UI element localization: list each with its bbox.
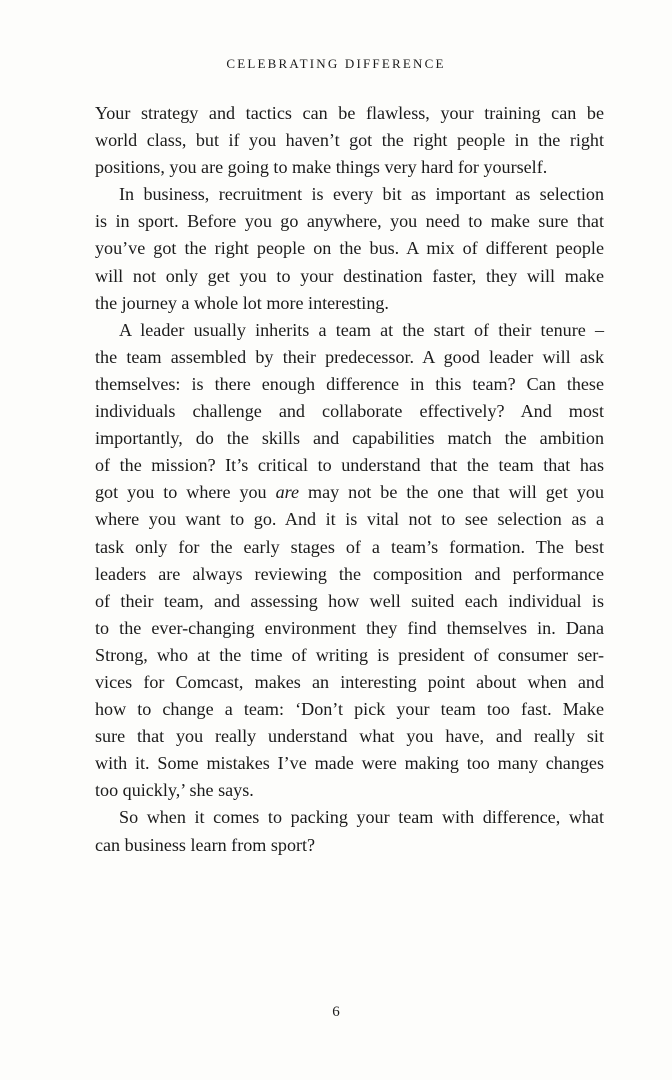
paragraph-2 xyxy=(95,181,604,316)
text-line: In business, recruitment is every bit as important as selection xyxy=(119,184,604,205)
text-line: Your strategy and tactics can be flawless, your training can be xyxy=(95,103,604,123)
text-line: positions, you are going to make things very hard for yourself. xyxy=(95,157,548,178)
text-line: So when it comes to packing your team with difference, what xyxy=(119,807,604,828)
body-text xyxy=(95,100,604,859)
running-head: CELEBRATING DIFFERENCE xyxy=(226,56,446,71)
paragraph-1 xyxy=(95,100,604,181)
text-run: may not be the one that will get you xyxy=(299,482,604,503)
text-line: to the ever-changing environment they find themselves in. Dana xyxy=(95,617,604,638)
text-line: you’ve got the right people on the bus. A mix of different people xyxy=(95,238,604,259)
text-line: themselves: is there enough difference in this team? Can these xyxy=(95,373,604,394)
text-line: individuals challenge and collaborate effectively? And most xyxy=(95,401,604,422)
paragraph-4 xyxy=(95,804,604,858)
text-line: too quickly,’ she says. xyxy=(95,780,254,801)
text-line: of their team, and assessing how well suited each individual is xyxy=(95,590,604,611)
paragraph-3 xyxy=(95,317,604,805)
text-line: task only for the early stages of a team’s formation. The best xyxy=(95,536,604,557)
text-line: vices for Comcast, makes an interesting point about when and xyxy=(95,671,604,692)
page-number: 6 xyxy=(332,1004,340,1020)
text-line: sure that you really understand what you have, and really sit xyxy=(95,726,604,747)
text-line: how to change a team: ‘Don’t pick your team too fast. Make xyxy=(95,699,604,720)
text-line: A leader usually inherits a team at the start of their tenure – xyxy=(119,319,604,340)
text-line: the team assembled by their predecessor. A good leader will ask xyxy=(95,346,604,367)
text-line: can business learn from sport? xyxy=(95,834,316,855)
text-line: world class, but if you haven’t got the right people in the right xyxy=(95,130,604,151)
text-line: leaders are always reviewing the composition and performance xyxy=(95,563,604,584)
text-line: where you want to go. And it is vital not to see selection as a xyxy=(95,509,604,530)
text-line xyxy=(95,479,604,506)
text-line: Strong, who at the time of writing is president of consumer ser- xyxy=(95,644,604,665)
emphasis-text: are xyxy=(275,482,300,503)
text-line: the journey a whole lot more interesting. xyxy=(95,292,389,313)
text-line: of the mission? It’s critical to understand that the team that has xyxy=(95,455,604,476)
text-line: importantly, do the skills and capabilities match the ambition xyxy=(95,428,604,449)
text-line: is in sport. Before you go anywhere, you need to make sure that xyxy=(95,211,604,232)
text-line: with it. Some mistakes I’ve made were making too many changes xyxy=(95,753,604,774)
text-line: will not only get you to your destination faster, they will make xyxy=(95,265,604,286)
text-run: got you to where you xyxy=(95,482,276,503)
